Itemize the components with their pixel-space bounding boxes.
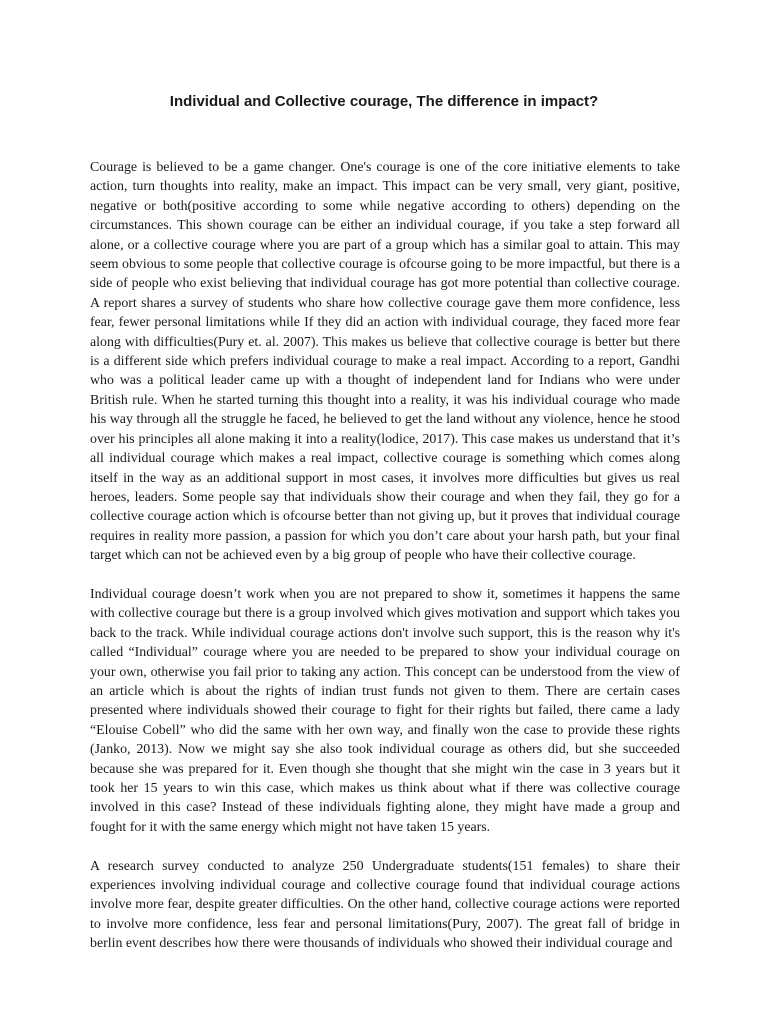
paragraph: Courage is believed to be a game changer. One's courage is one of the core initiative elements to take action, turn thoughts into reality, make an impact. This impact can be very small, very giant, positive, negative or both(positive according to some while negative according to others) depending on the circumstances. This shown courage can be either an individual courage, if you take a step forward all alone, or a collective courage where you are part of a group which has a similar goal to attain. This may seem obvious to some people that collective courage is ofcourse going to be more impactful, but there is a side of people who exist believing that individual courage has got more potential than collective courage. A report shares a survey of students who share how collective courage gave them more confidence, less fear, fewer personal limitations while If they did an action with individual courage, they faced more fear along with difficulties(Pury et. al. 2007). This makes us believe that collective courage is better but there is a different side which prefers individual courage to make a real impact. According to a report, Gandhi who was a political leader came up with a thought of independent land for Indians who were under British rule. When he started turning this thought into a reality, it was his individual courage who made his way through all the struggle he faced, he believed to get the land without any violence, hence he stood over his principles all alone making it into a reality(lodice, 2017). This case makes us understand that it’s all individual courage which makes a real impact, collective courage is something which comes along itself in the way as an additional support in most cases, it involves more difficulties but gives us real heroes, leaders. Some people say that individuals show their courage and when they fail, they go for a collective courage action which is ofcourse better than not giving up, but it proves that individual courage requires in reality more passion, a passion for which you don’t care about your harsh path, but your final target which can not be achieved even by a big group of people who have their collective courage. xyxy=(90,160,680,564)
document-title: Individual and Collective courage, The difference in impact? xyxy=(169,93,599,110)
document-body xyxy=(90,158,680,973)
paragraph: Individual courage doesn’t work when you are not prepared to show it, sometimes it happens the same with collective courage but there is a group involved which gives motivation and support which takes you back to the track. While individual courage actions don't involve such support, this is the reason why it's called “Individual” courage where you are needed to be prepared to show your individual courage on your own, otherwise you fail prior to taking any action. This concept can be understood from the view of an article which is about the rights of indian trust funds not given to them. There are certain cases presented where individuals showed their courage to fight for their rights but failed, there came a lady “Elouise Cobell” who did the same with her own way, and finally won the case to provide these rights (Janko, 2013). Now we might say she also took individual courage as others did, but she succeeded because she was prepared for it. Even though she thought that she might win the case in 3 years but it took her 15 years to win this case, which makes us think about what if there was collective courage involved in this case? Instead of these individuals fighting alone, they might have made a group and fought for it with the same energy which might not have taken 15 years. xyxy=(90,586,680,835)
paragraph: A research survey conducted to analyze 250 Undergraduate students(151 females) to share their experiences involving individual courage and collective courage found that individual courage actions involve more fear, despite greater difficulties. On the other hand, collective courage actions were reported to involve more confidence, less fear and personal limitations(Pury, 2007). The great fall of bridge in berlin event describes how there were thousands of individuals who showed their individual courage and xyxy=(90,858,680,952)
